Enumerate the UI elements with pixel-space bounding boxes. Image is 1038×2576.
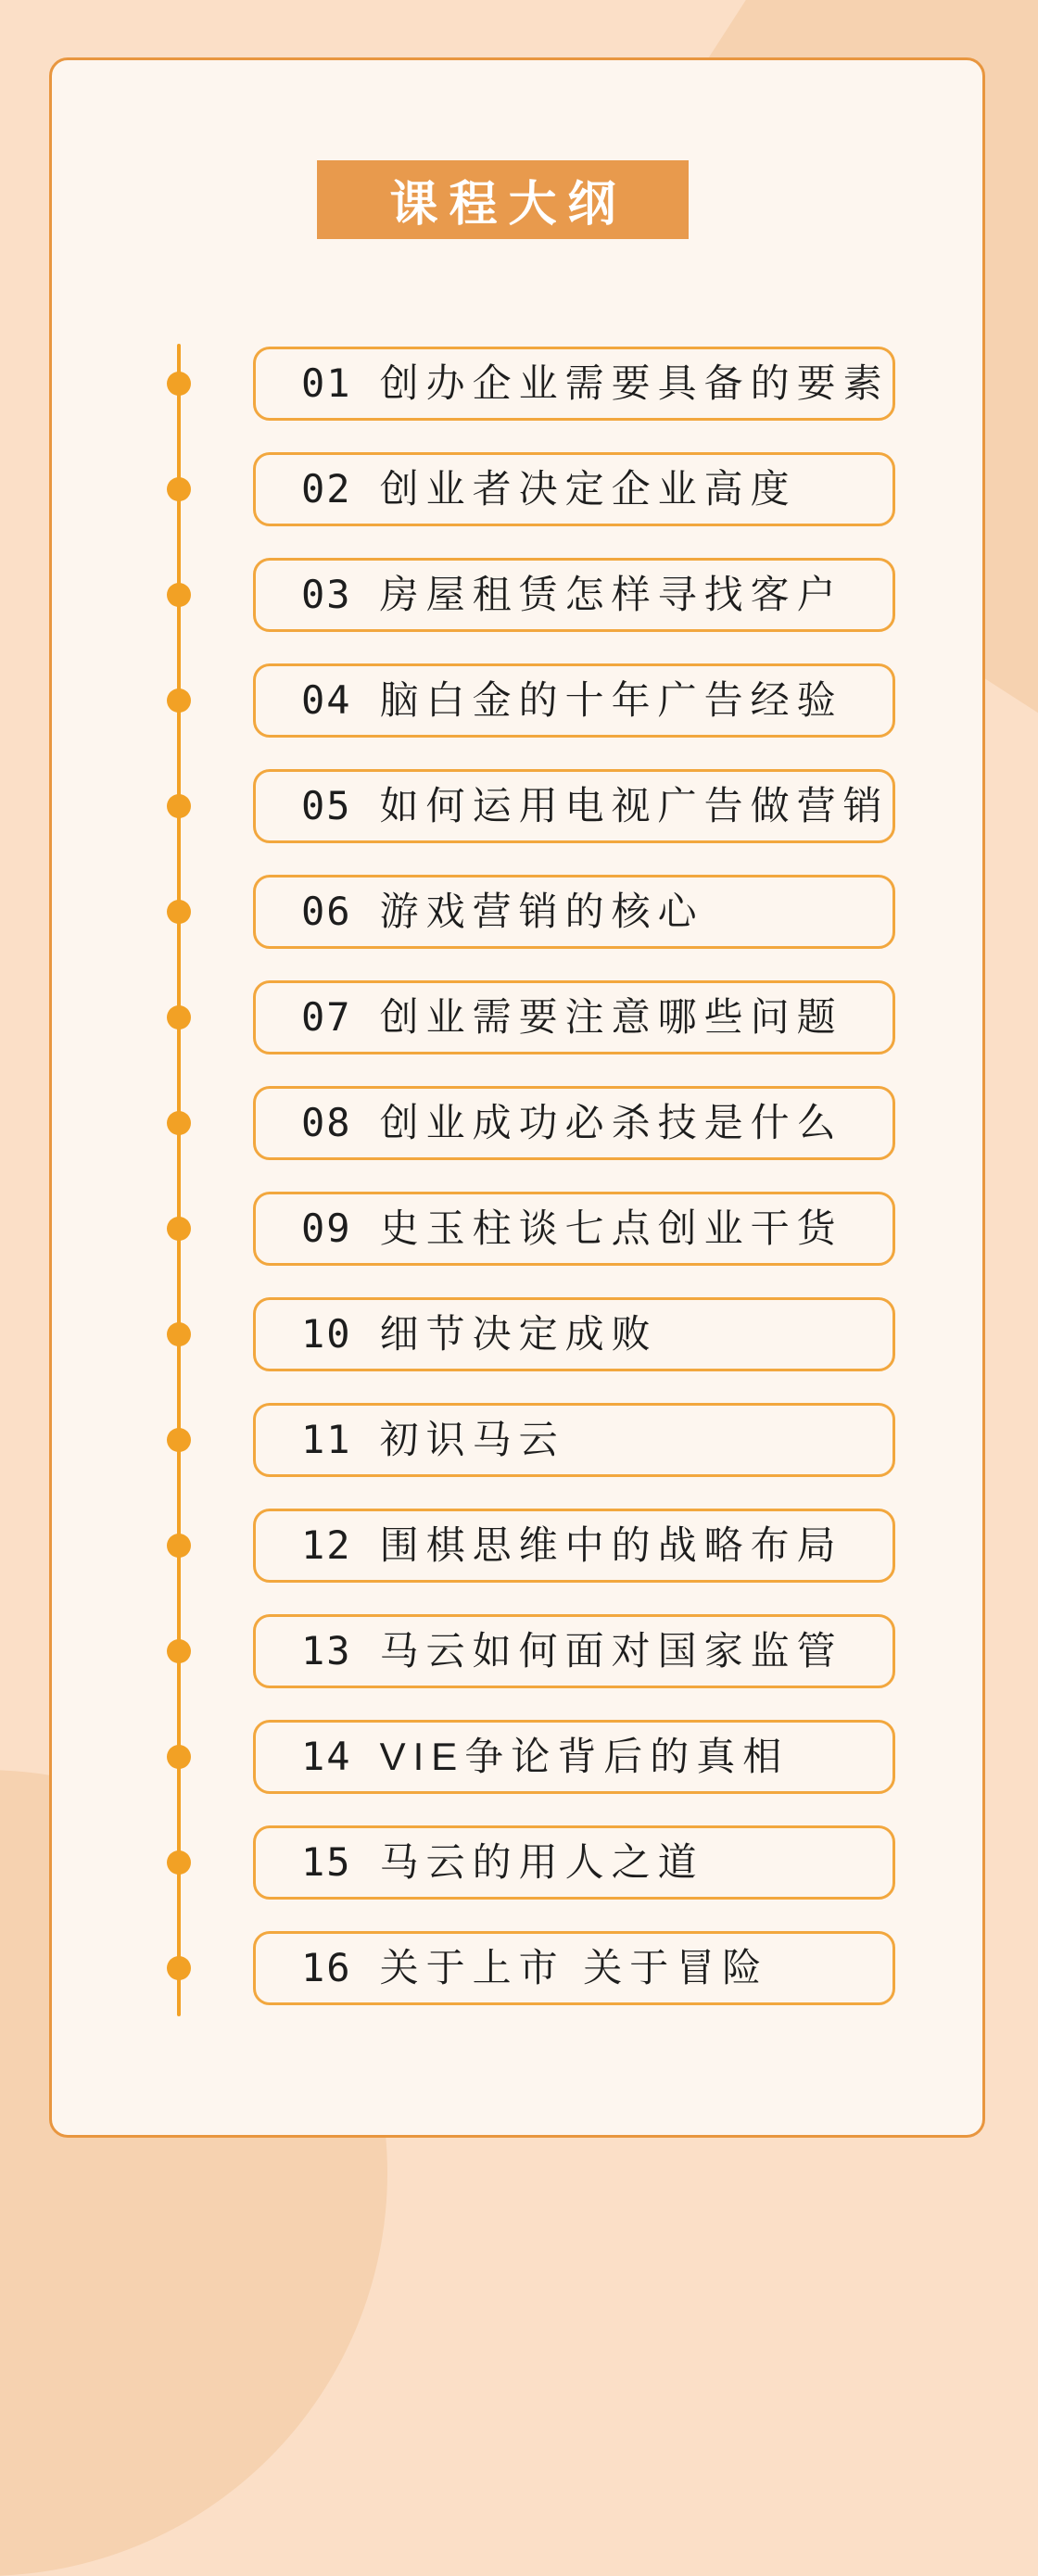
course-item-number: 16 <box>301 1945 352 1990</box>
course-item-box <box>253 1825 895 1900</box>
course-item-row <box>52 452 982 526</box>
course-item-number: 05 <box>301 783 352 828</box>
course-item-row <box>52 1720 982 1794</box>
course-item-box <box>253 452 895 526</box>
title-banner <box>317 160 689 239</box>
course-list <box>52 347 982 2005</box>
course-item-title: 脑白金的十年广告经验 <box>379 678 843 722</box>
course-item-number: 11 <box>301 1417 352 1462</box>
course-item-title: 游戏营销的核心 <box>379 890 704 933</box>
timeline-dot <box>167 1850 191 1875</box>
course-item-box <box>253 1931 895 2005</box>
timeline-dot <box>167 583 191 607</box>
course-item-number: 12 <box>301 1522 352 1568</box>
course-item-number: 08 <box>301 1100 352 1145</box>
course-item-number: 06 <box>301 889 352 934</box>
course-item-box <box>253 1614 895 1688</box>
course-item-box <box>253 875 895 949</box>
course-item-title: 马云的用人之道 <box>379 1840 704 1884</box>
course-item-number: 10 <box>301 1311 352 1357</box>
course-item-title: 如何运用电视广告做营销 <box>379 784 890 827</box>
course-item-title: 创业需要注意哪些问题 <box>379 995 843 1039</box>
page-title: 课程大纲 <box>389 178 627 232</box>
timeline-dot <box>167 372 191 396</box>
timeline-dot <box>167 1745 191 1769</box>
course-item-title: 围棋思维中的战略布局 <box>379 1523 843 1567</box>
course-item-number: 01 <box>301 360 352 406</box>
course-item-number: 02 <box>301 466 352 511</box>
course-item-row <box>52 1825 982 1900</box>
course-item-title: 创办企业需要具备的要素 <box>379 361 890 405</box>
course-item-title: 初识马云 <box>379 1418 565 1461</box>
course-item-number: 03 <box>301 572 352 617</box>
course-item-number: 07 <box>301 994 352 1040</box>
timeline-dot <box>167 1217 191 1241</box>
course-item-box <box>253 663 895 738</box>
course-item-title: VIE争论背后的真相 <box>379 1735 790 1778</box>
course-item-row <box>52 1192 982 1266</box>
timeline-dot <box>167 1639 191 1663</box>
course-item-title: 创业成功必杀技是什么 <box>379 1101 843 1144</box>
course-item-number: 09 <box>301 1206 352 1251</box>
timeline-dot <box>167 794 191 818</box>
timeline-dot <box>167 1111 191 1135</box>
course-item-number: 14 <box>301 1734 352 1779</box>
course-item-row <box>52 769 982 843</box>
course-item-box <box>253 1192 895 1266</box>
course-item-row <box>52 347 982 421</box>
timeline-dot <box>167 477 191 501</box>
course-item-number: 15 <box>301 1839 352 1885</box>
course-item-box <box>253 1720 895 1794</box>
course-item-box <box>253 558 895 632</box>
course-item-row <box>52 1297 982 1371</box>
course-item-title: 创业者决定企业高度 <box>379 467 797 511</box>
course-item-box <box>253 1297 895 1371</box>
course-item-title: 房屋租赁怎样寻找客户 <box>379 573 843 616</box>
course-item-row <box>52 1931 982 2005</box>
outline-card <box>49 57 985 2138</box>
timeline-dot <box>167 1956 191 1980</box>
course-item-row <box>52 558 982 632</box>
timeline-dot <box>167 688 191 713</box>
course-item-box <box>253 769 895 843</box>
course-item-row <box>52 663 982 738</box>
timeline-dot <box>167 1005 191 1029</box>
course-item-number: 04 <box>301 677 352 723</box>
course-item-row <box>52 1509 982 1583</box>
timeline-dot <box>167 1428 191 1452</box>
timeline-dot <box>167 1534 191 1558</box>
course-item-box <box>253 347 895 421</box>
course-item-title: 史玉柱谈七点创业干货 <box>379 1206 843 1250</box>
course-item-number: 13 <box>301 1628 352 1673</box>
course-item-title: 细节决定成败 <box>379 1312 658 1356</box>
course-item-box <box>253 1403 895 1477</box>
course-item-title: 关于上市 关于冒险 <box>379 1946 769 1989</box>
course-item-box <box>253 980 895 1054</box>
course-item-box <box>253 1509 895 1583</box>
course-item-row <box>52 1403 982 1477</box>
course-item-row <box>52 980 982 1054</box>
course-item-row <box>52 875 982 949</box>
course-item-row <box>52 1086 982 1160</box>
course-item-row <box>52 1614 982 1688</box>
course-item-box <box>253 1086 895 1160</box>
timeline-dot <box>167 900 191 924</box>
timeline-dot <box>167 1322 191 1346</box>
course-item-title: 马云如何面对国家监管 <box>379 1629 843 1673</box>
